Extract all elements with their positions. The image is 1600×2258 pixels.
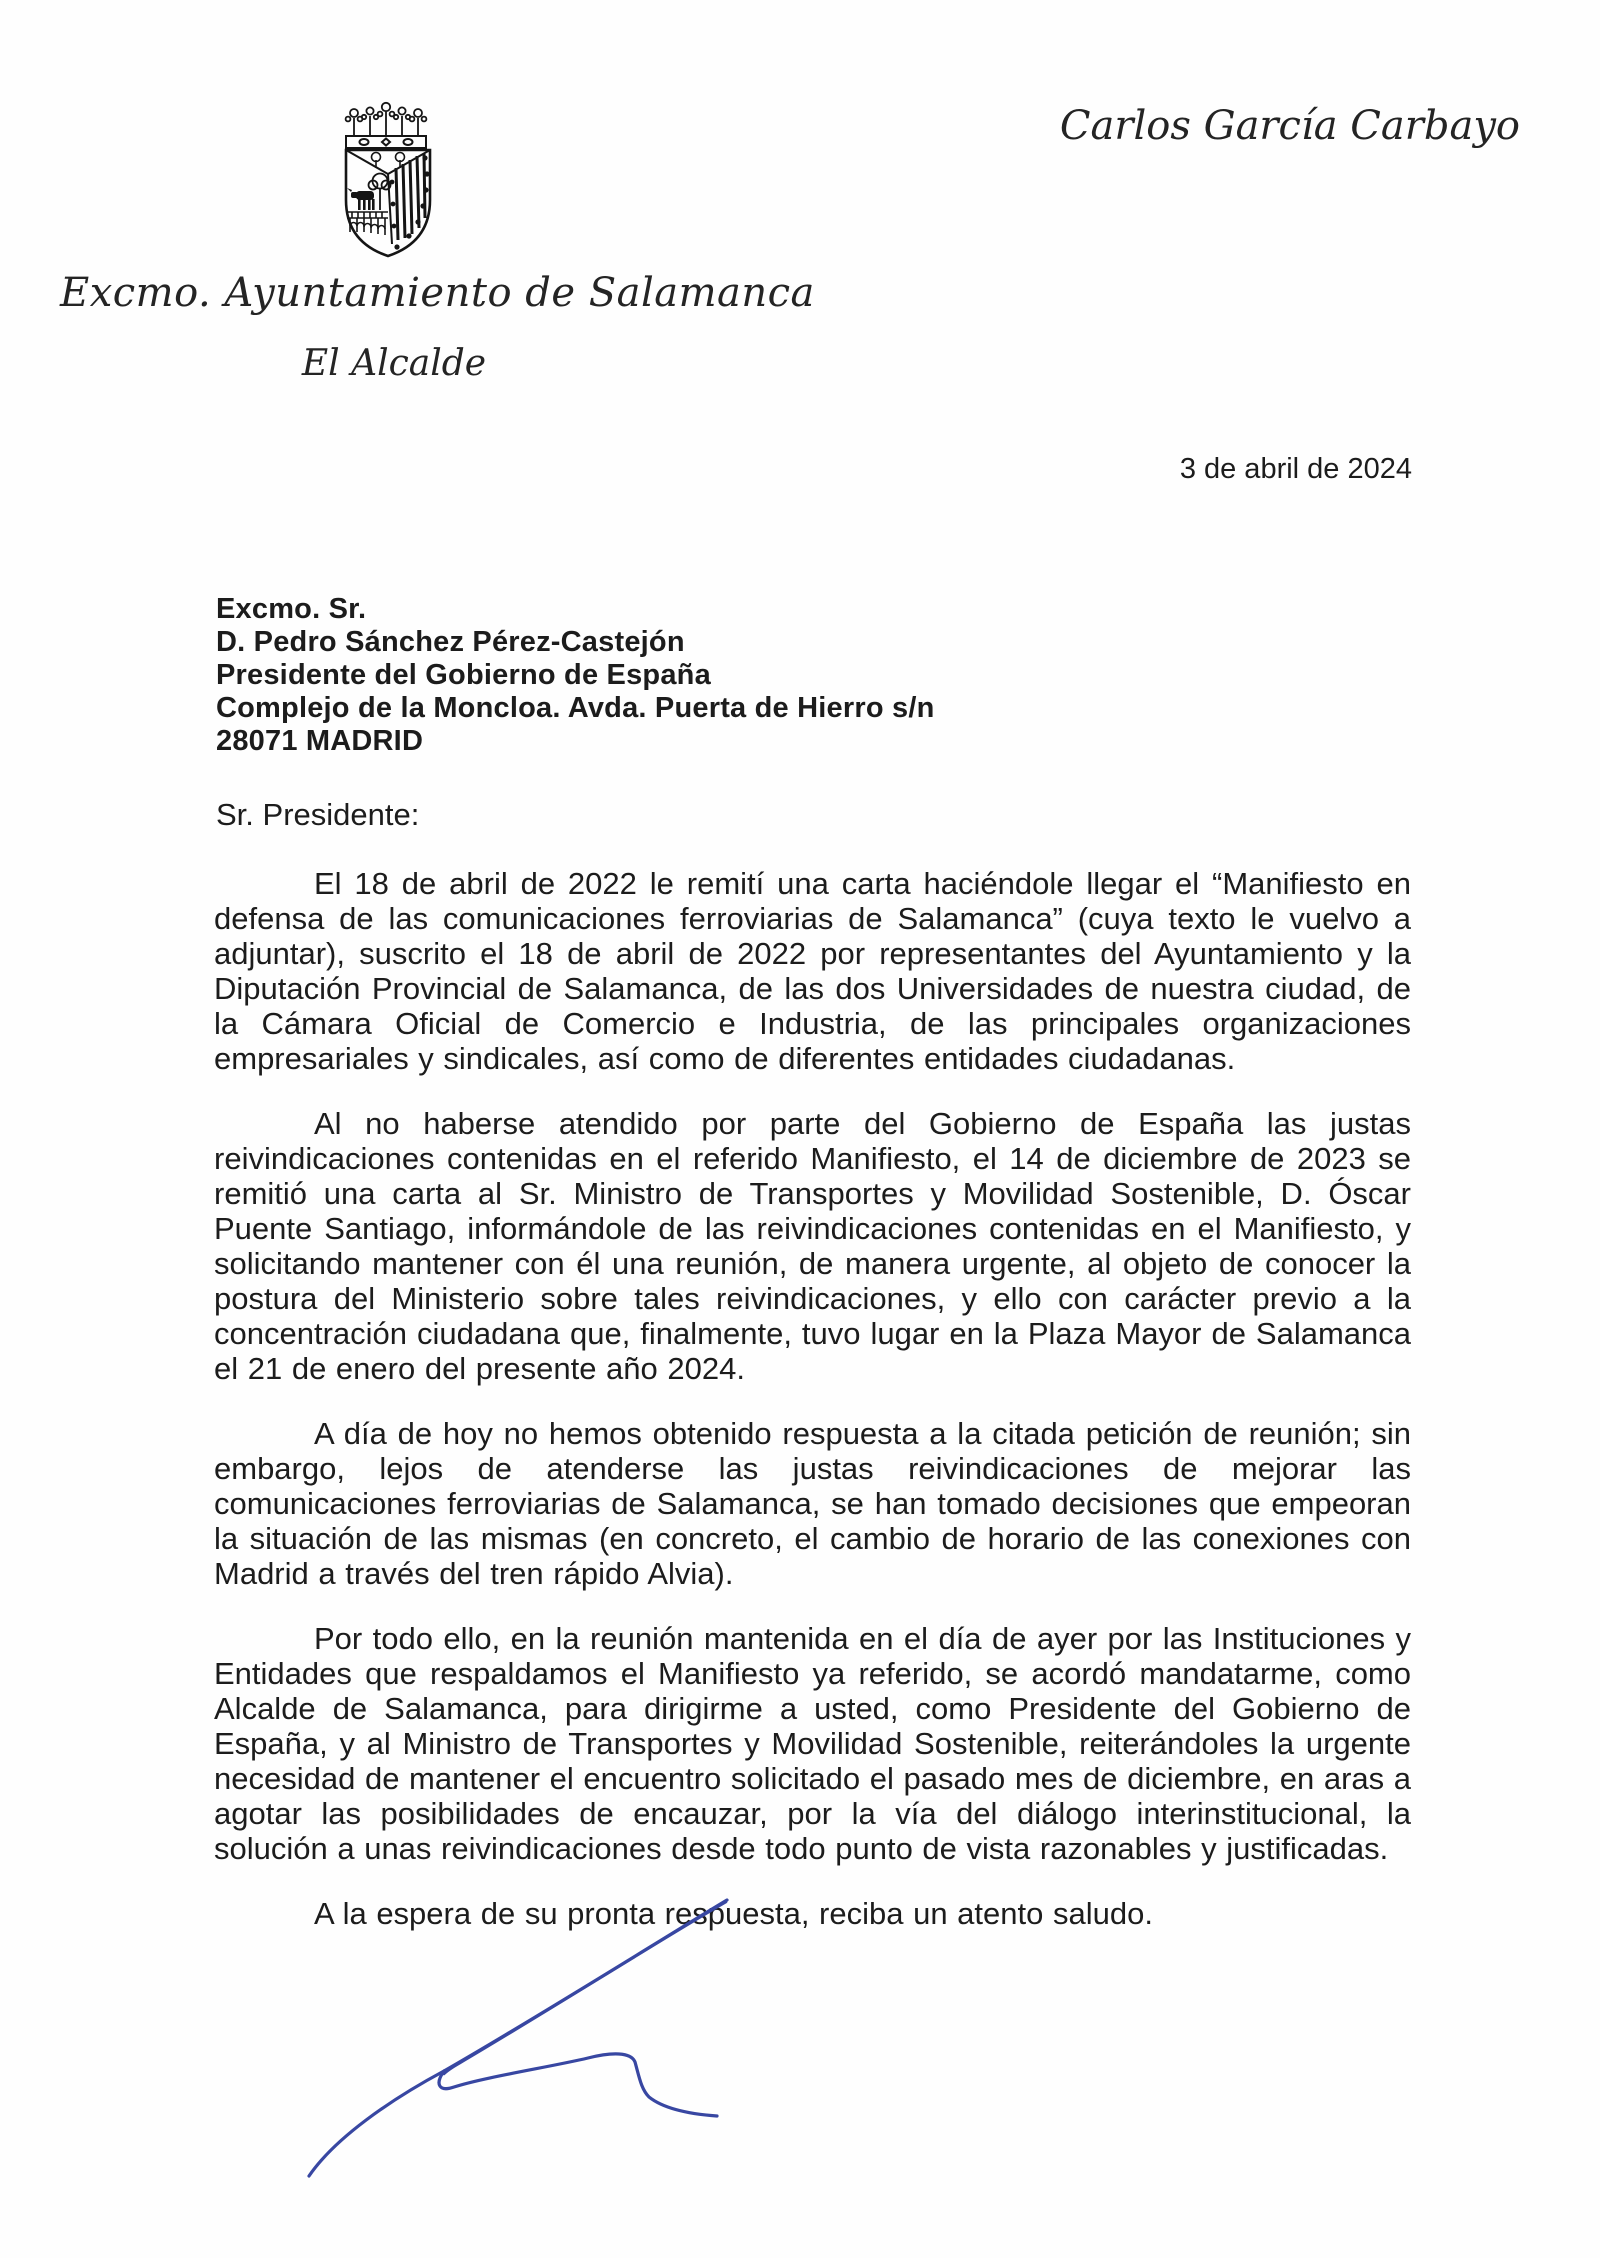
letterhead-signer-name: Carlos García Carbayo [1059,103,1520,149]
salamanca-coat-of-arms-icon [330,92,442,260]
body-paragraph-4: Por todo ello, en la reunión mantenida en el día de ayer por las Instituciones y Entidades que respaldamos el Manifiesto ya referido, se acordó mandatarme, como Alcalde de Salamanca, para dirigirme a usted, como Presidente del Gobierno de España, y al Ministro de Transportes y Movilidad Sostenible, reiterándoles la urgente necesidad de mantener el encuentro solicitado el pasado mes de diciembre, en aras a agotar las posibilidades de encauzar, por la vía del diálogo interinstitucional, la solución a unas reivindicaciones desde todo punto de vista razonables y justificadas. [214,1621,1411,1866]
recipient-line-name: D. Pedro Sánchez Pérez-Castejón [216,626,685,658]
recipient-line-city: 28071 MADRID [216,725,424,757]
recipient-line-title: Presidente del Gobierno de España [216,659,711,691]
recipient-line-street: Complejo de la Moncloa. Avda. Puerta de Hierro s/n [216,692,935,724]
letterhead-organization: Excmo. Ayuntamiento de Salamanca [60,270,815,316]
recipient-address-block [216,593,1316,758]
handwritten-signature-icon [240,1888,760,2208]
recipient-line-honorific: Excmo. Sr. [216,593,367,625]
salutation: Sr. Presidente: [216,797,420,832]
date-line: 3 de abril de 2024 [1179,453,1412,485]
body-paragraph-2: Al no haberse atendido por parte del Gobierno de España las justas reivindicaciones contenidas en el referido Manifiesto, el 14 de diciembre de 2023 se remitió una carta al Sr. Ministro de Transportes y Movilidad Sostenible, D. Óscar Puente Santiago, informándole de las reivindicaciones contenidas en el Manifiesto, y solicitando mantener con él una reunión, de manera urgente, al objeto de conocer la postura del Ministerio sobre tales reivindicaciones, y ello con carácter previo a la concentración ciudadana que, finalmente, tuvo lugar en la Plaza Mayor de Salamanca el 21 de enero del presente año 2024. [214,1106,1411,1386]
letter-body [214,866,1411,1931]
body-paragraph-3: A día de hoy no hemos obtenido respuesta a la citada petición de reunión; sin embargo, lejos de atenderse las justas reivindicaciones de mejorar las comunicaciones ferroviarias de Salamanca, se han tomado decisiones que empeoran la situación de las mismas (en concreto, el cambio de horario de las conexiones con Madrid a través del tren rápido Alvia). [214,1416,1411,1591]
body-paragraph-1: El 18 de abril de 2022 le remití una carta haciéndole llegar el “Manifiesto en defensa de las comunicaciones ferroviarias de Salamanca” (cuya texto le vuelvo a adjuntar), suscrito el 18 de abril de 2022 por representantes del Ayuntamiento y la Diputación Provincial de Salamanca, de las dos Universidades de nuestra ciudad, de la Cámara Oficial de Comercio e Industria, de las principales organizaciones empresariales y sindicales, así como de diferentes entidades ciudadanas. [214,866,1411,1076]
letterhead-office-title: El Alcalde [301,343,487,384]
closing-line: A la espera de su pronta respuesta, reciba un atento saludo. [314,1896,1153,1931]
